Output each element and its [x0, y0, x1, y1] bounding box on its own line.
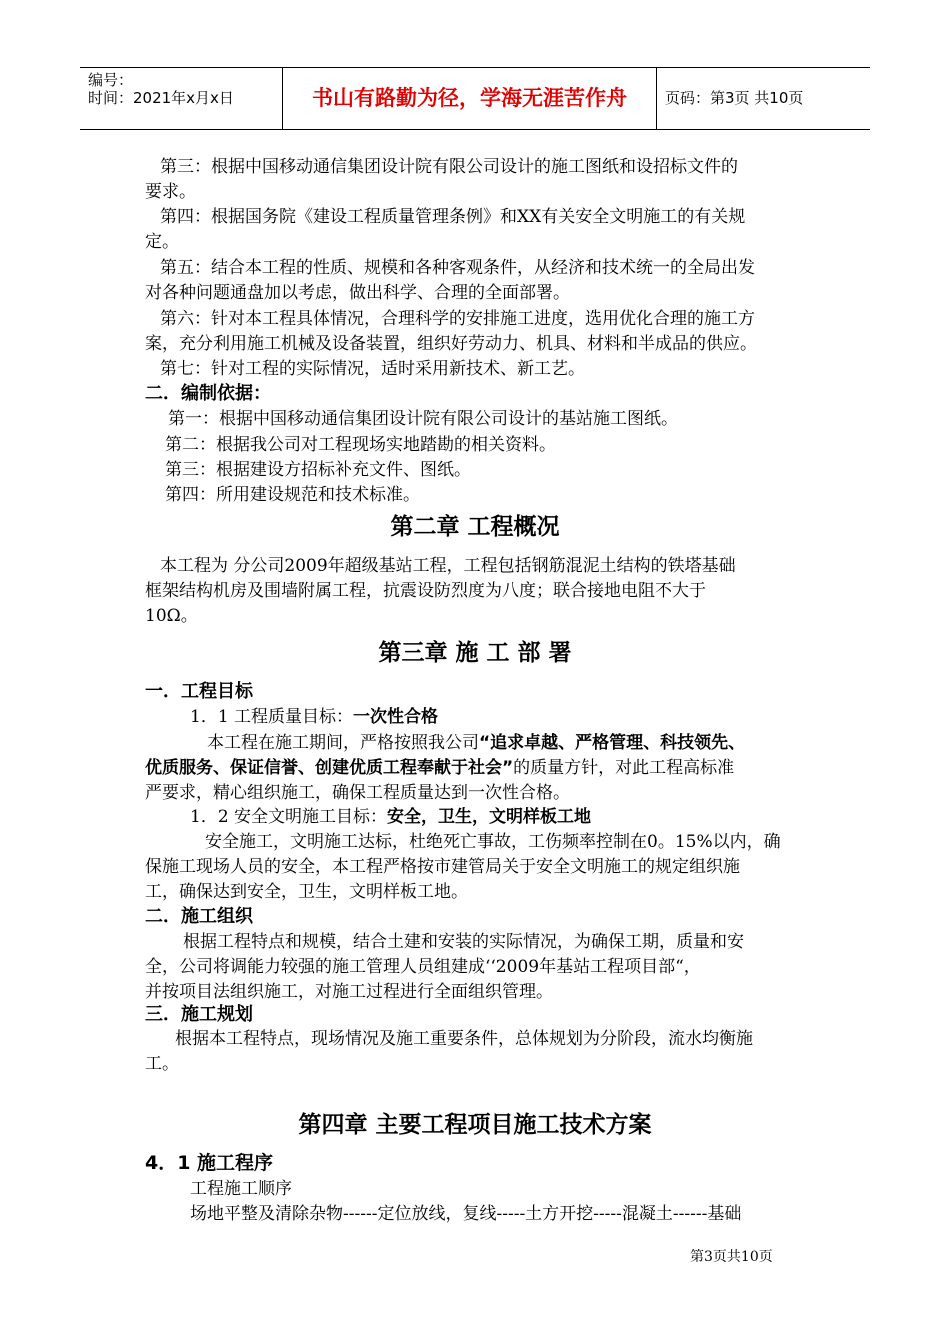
- target-line: [190, 705, 438, 729]
- header-page-label: 页码：第3页 共10页: [665, 89, 804, 107]
- page-header: [80, 67, 870, 130]
- list-item: 第一：根据中国移动通信集团设计院有限公司设计的基站施工图纸。: [168, 409, 678, 429]
- list-item: 第四：所用建设规范和技术标准。: [165, 485, 420, 505]
- paragraph-line: 工，确保达到安全，卫生，文明样板工地。: [145, 882, 468, 902]
- paragraph-line: 严要求，精心组织施工，确保工程质量达到一次性合格。: [145, 783, 570, 803]
- paragraph-line: 案，充分利用施工机械及设备装置，组织好劳动力、机具、材料和半成品的供应。: [145, 334, 757, 354]
- header-motto: 书山有路勤为径，学海无涯苦作舟: [312, 86, 627, 110]
- paragraph-line: 并按项目法组织施工，对施工过程进行全面组织管理。: [145, 982, 553, 1002]
- list-item: 第三：根据建设方招标补充文件、图纸。: [165, 460, 471, 480]
- paragraph-line: 工。: [145, 1054, 179, 1074]
- number-label: 编号：: [88, 71, 134, 89]
- paragraph-line: 第六：针对本工程具体情况，合理科学的安排施工进度，选用优化合理的施工方: [160, 309, 755, 329]
- paragraph-line: 定。: [145, 232, 179, 252]
- chapter-title: 第三章 施 工 部 署: [378, 640, 572, 666]
- section-heading: 一．工程目标: [145, 681, 253, 702]
- paragraph-line: 第五：结合本工程的性质、规模和各种客观条件，从经济和技术统一的全局出发: [160, 258, 755, 278]
- target-value: 安全，卫生，文明样板工地: [387, 807, 592, 827]
- paragraph-line: [207, 731, 745, 755]
- target-label: 1．1 工程质量目标：: [190, 707, 354, 727]
- paragraph-line: 10Ω。: [145, 606, 198, 626]
- page-footer: 第3页共10页: [690, 1249, 773, 1265]
- paragraph-line: 根据工程特点和规模，结合土建和安装的实际情况，为确保工期，质量和安: [183, 932, 744, 952]
- paragraph-line: 安全施工，文明施工达标，杜绝死亡事故，工伤频率控制在0。15%以内，确: [205, 832, 781, 852]
- paragraph-line: 对各种问题通盘加以考虑，做出科学、合理的全面部署。: [145, 283, 570, 303]
- section-heading: 4．1 施工程序: [145, 1152, 274, 1174]
- time-label: 时间：2021年x月x日: [88, 89, 234, 107]
- paragraph-line: 全，公司将调能力较强的施工管理人员组建成‘‘2009年基站工程项目部“，: [145, 957, 701, 977]
- paragraph-line: 第四：根据国务院《建设工程质量管理条例》和XX有关安全文明施工的有关规: [160, 207, 746, 227]
- paragraph-line: 框架结构机房及围墙附属工程，抗震设防烈度为八度；联合接地电阻不大于: [145, 581, 706, 601]
- header-meta: [80, 68, 282, 129]
- text-run-bold: 优质服务、保证信誉、创建优质工程奉献于社会”: [145, 758, 514, 778]
- text-run-bold: “追求卓越、严格管理、科技领先、: [479, 733, 746, 753]
- text-run: 本工程在施工期间，严格按照我公司: [207, 733, 479, 753]
- paragraph-line: 第三：根据中国移动通信集团设计院有限公司设计的施工图纸和设招标文件的: [160, 157, 738, 177]
- target-label: 1．2 安全文明施工目标：: [190, 807, 388, 827]
- paragraph-line: 工程施工顺序: [190, 1179, 292, 1199]
- text-run: 的质量方针，对此工程高标准: [513, 758, 735, 778]
- paragraph-line: 根据本工程特点，现场情况及施工重要条件，总体规划为分阶段，流水均衡施: [175, 1029, 753, 1049]
- target-line: [190, 805, 591, 829]
- chapter-title: 第二章 工程概况: [390, 514, 560, 540]
- chapter-title: 第四章 主要工程项目施工技术方案: [298, 1112, 652, 1138]
- paragraph-line: 第七：针对工程的实际情况，适时采用新技术、新工艺。: [160, 359, 585, 379]
- target-value: 一次性合格: [353, 707, 439, 727]
- list-item: 第二：根据我公司对工程现场实地踏勘的相关资料。: [165, 435, 556, 455]
- section-heading: 三．施工规划: [145, 1004, 253, 1025]
- paragraph-line: [145, 756, 734, 780]
- section-heading: 二．施工组织: [145, 906, 253, 927]
- paragraph-line: 要求。: [145, 182, 196, 202]
- paragraph-line: 场地平整及清除杂物------定位放线，复线-----土方开挖-----混凝土------基础: [190, 1204, 742, 1224]
- section-heading: 二．编制依据：: [145, 383, 271, 404]
- paragraph-line: 保施工现场人员的安全，本工程严格按市建管局关于安全文明施工的规定组织施: [145, 857, 740, 877]
- paragraph-line: 本工程为 分公司2009年超级基站工程，工程包括钢筋混泥土结构的铁塔基础: [160, 556, 736, 576]
